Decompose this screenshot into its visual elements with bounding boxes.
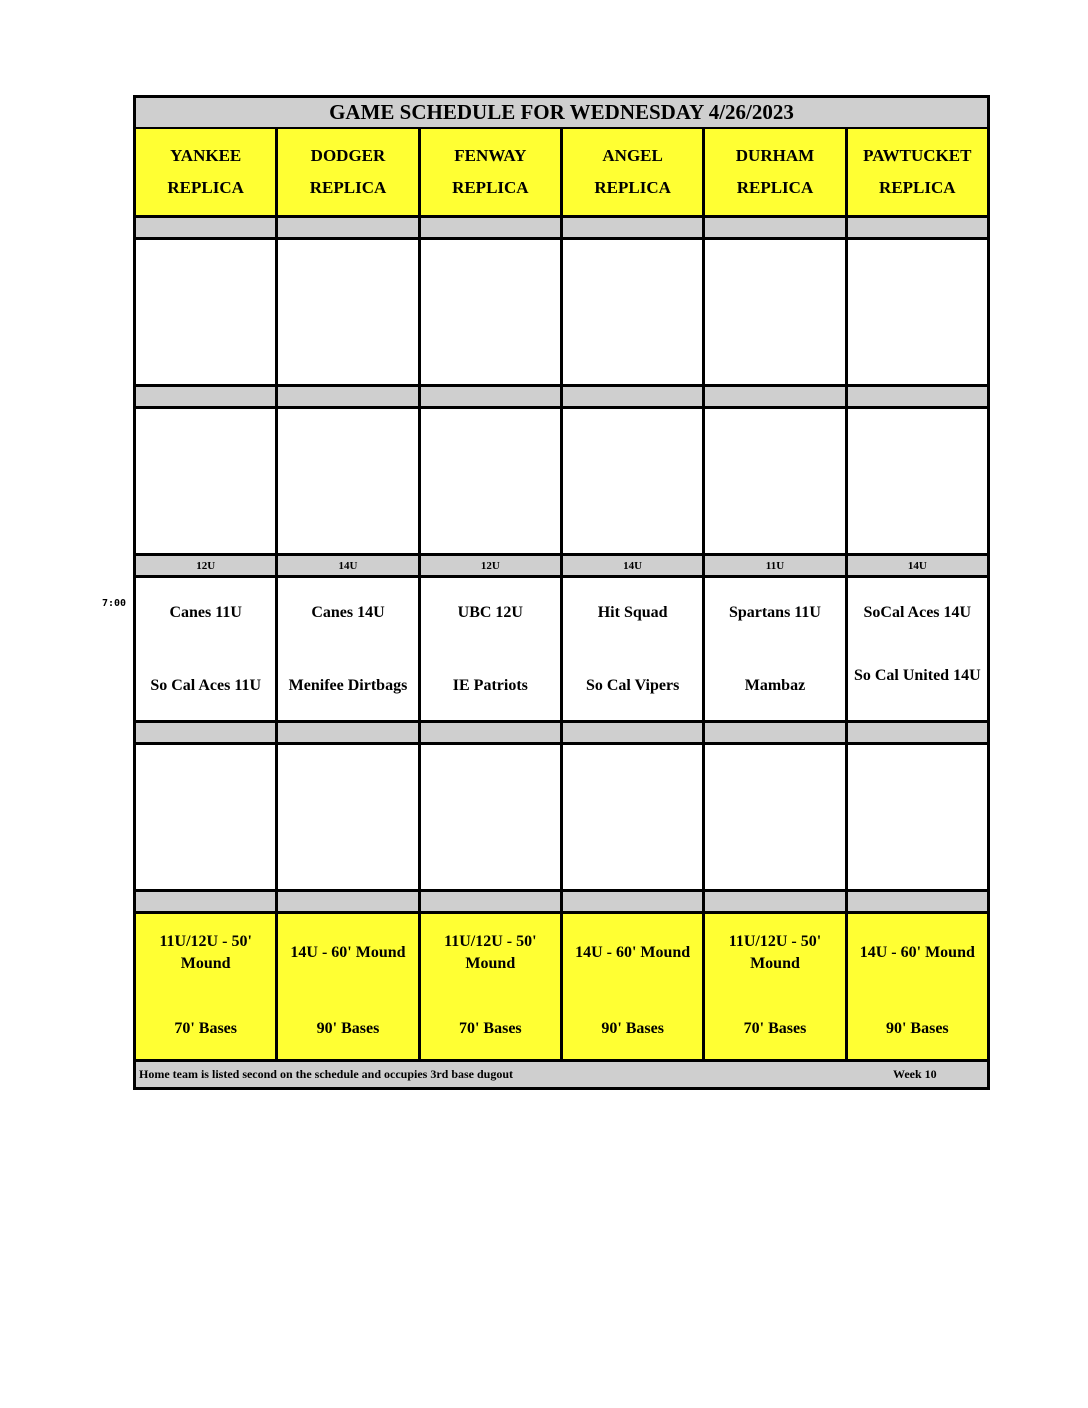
base-distance: 90' Bases — [316, 1020, 380, 1037]
home-team: IE Patriots — [452, 677, 528, 694]
field-spec-cell — [278, 914, 420, 1059]
empty-cell — [136, 240, 278, 384]
separator-cell — [278, 892, 420, 911]
separator-cell — [848, 218, 987, 237]
home-team: So Cal Vipers — [585, 677, 680, 694]
field-durham — [705, 129, 847, 215]
field-name: PAWTUCKET — [863, 146, 972, 165]
field-header-row — [136, 129, 987, 218]
away-team: Canes 11U — [169, 604, 242, 621]
separator-row — [136, 218, 987, 240]
separator-cell — [136, 218, 278, 237]
empty-cell — [278, 409, 420, 553]
field-name: DODGER — [310, 146, 386, 165]
separator-cell — [705, 892, 847, 911]
game-cell — [848, 578, 987, 720]
empty-cell — [848, 409, 987, 553]
field-spec-cell — [421, 914, 563, 1059]
week-label: Week 10 — [893, 1067, 937, 1081]
schedule-table — [133, 95, 990, 1090]
schedule-title: GAME SCHEDULE FOR WEDNESDAY 4/26/2023 — [136, 98, 987, 129]
base-distance: 90' Bases — [885, 1020, 949, 1037]
field-angel — [563, 129, 705, 215]
empty-cell — [421, 240, 563, 384]
empty-cell — [278, 240, 420, 384]
empty-cell — [848, 745, 987, 889]
division-label: 14U — [563, 556, 705, 575]
division-label: 12U — [136, 556, 278, 575]
away-team: UBC 12U — [457, 604, 523, 621]
mound-distance: 14U - 60' Mound — [859, 944, 975, 961]
mound-distance: 14U - 60' Mound — [575, 944, 691, 961]
separator-cell — [421, 387, 563, 406]
mound-distance: 11U/12U - 50' Mound — [728, 933, 822, 972]
separator-cell — [563, 892, 705, 911]
separator-row — [136, 723, 987, 745]
field-name: ANGEL — [602, 146, 663, 165]
game-cell — [136, 578, 278, 720]
empty-slot-row — [136, 240, 987, 387]
field-spec-cell — [136, 914, 278, 1059]
division-label: 14U — [278, 556, 420, 575]
game-cell — [563, 578, 705, 720]
game-cell — [705, 578, 847, 720]
field-specs-row — [136, 914, 987, 1062]
field-yankee — [136, 129, 278, 215]
mound-distance: 11U/12U - 50' Mound — [159, 933, 252, 972]
separator-cell — [278, 723, 420, 742]
empty-cell — [705, 745, 847, 889]
base-distance: 90' Bases — [601, 1020, 664, 1037]
field-sub: REPLICA — [167, 178, 244, 197]
separator-row — [136, 387, 987, 409]
empty-slot-row — [136, 745, 987, 892]
schedule-footer — [136, 1062, 987, 1087]
separator-cell — [421, 723, 563, 742]
empty-cell — [421, 409, 563, 553]
separator-cell — [136, 387, 278, 406]
away-team: Spartans 11U — [728, 604, 821, 621]
home-team: So Cal United 14U — [853, 667, 981, 684]
separator-cell — [705, 723, 847, 742]
home-team: Mambaz — [744, 677, 806, 694]
field-sub: REPLICA — [736, 178, 814, 197]
separator-cell — [705, 218, 847, 237]
empty-cell — [563, 409, 705, 553]
base-distance: 70' Bases — [458, 1020, 522, 1037]
division-label: 12U — [421, 556, 563, 575]
division-label: 11U — [705, 556, 847, 575]
separator-cell — [421, 892, 563, 911]
separator-cell — [136, 723, 278, 742]
time-label: 7:00 — [102, 598, 127, 609]
field-sub: REPLICA — [309, 178, 387, 197]
empty-cell — [563, 745, 705, 889]
empty-cell — [136, 409, 278, 553]
separator-cell — [563, 723, 705, 742]
separator-cell — [705, 387, 847, 406]
field-fenway — [421, 129, 563, 215]
field-pawtucket — [848, 129, 987, 215]
empty-slot-row — [136, 409, 987, 556]
division-row — [136, 556, 987, 578]
away-team: Canes 14U — [311, 604, 385, 621]
away-team: Hit Squad — [597, 604, 668, 621]
empty-cell — [705, 409, 847, 553]
empty-cell — [421, 745, 563, 889]
game-cell — [421, 578, 563, 720]
field-name: DURHAM — [735, 146, 815, 165]
field-spec-cell — [563, 914, 705, 1059]
field-name: FENWAY — [454, 146, 527, 165]
separator-cell — [563, 218, 705, 237]
field-sub: REPLICA — [452, 178, 529, 197]
field-name: YANKEE — [170, 146, 242, 165]
empty-cell — [278, 745, 420, 889]
home-team: Menifee Dirtbags — [288, 677, 408, 694]
field-sub: REPLICA — [879, 178, 956, 197]
separator-cell — [848, 387, 987, 406]
home-team: So Cal Aces 11U — [150, 677, 261, 694]
division-label: 14U — [848, 556, 987, 575]
separator-cell — [278, 218, 420, 237]
home-team-note: Home team is listed second on the schedule and occupies 3rd base dugout — [139, 1067, 514, 1081]
separator-cell — [848, 723, 987, 742]
mound-distance: 11U/12U - 50' Mound — [444, 933, 537, 972]
separator-row — [136, 892, 987, 914]
away-team: SoCal Aces 14U — [863, 604, 972, 621]
separator-cell — [563, 387, 705, 406]
empty-cell — [848, 240, 987, 384]
field-spec-cell — [705, 914, 847, 1059]
base-distance: 70' Bases — [743, 1020, 807, 1037]
field-spec-cell — [848, 914, 987, 1059]
field-dodger — [278, 129, 420, 215]
separator-cell — [848, 892, 987, 911]
separator-cell — [278, 387, 420, 406]
game-cell — [278, 578, 420, 720]
empty-cell — [136, 745, 278, 889]
empty-cell — [705, 240, 847, 384]
separator-cell — [136, 892, 278, 911]
empty-cell — [563, 240, 705, 384]
game-row-7pm — [136, 578, 987, 723]
separator-cell — [421, 218, 563, 237]
base-distance: 70' Bases — [174, 1020, 237, 1037]
field-sub: REPLICA — [594, 178, 671, 197]
mound-distance: 14U - 60' Mound — [290, 944, 406, 961]
